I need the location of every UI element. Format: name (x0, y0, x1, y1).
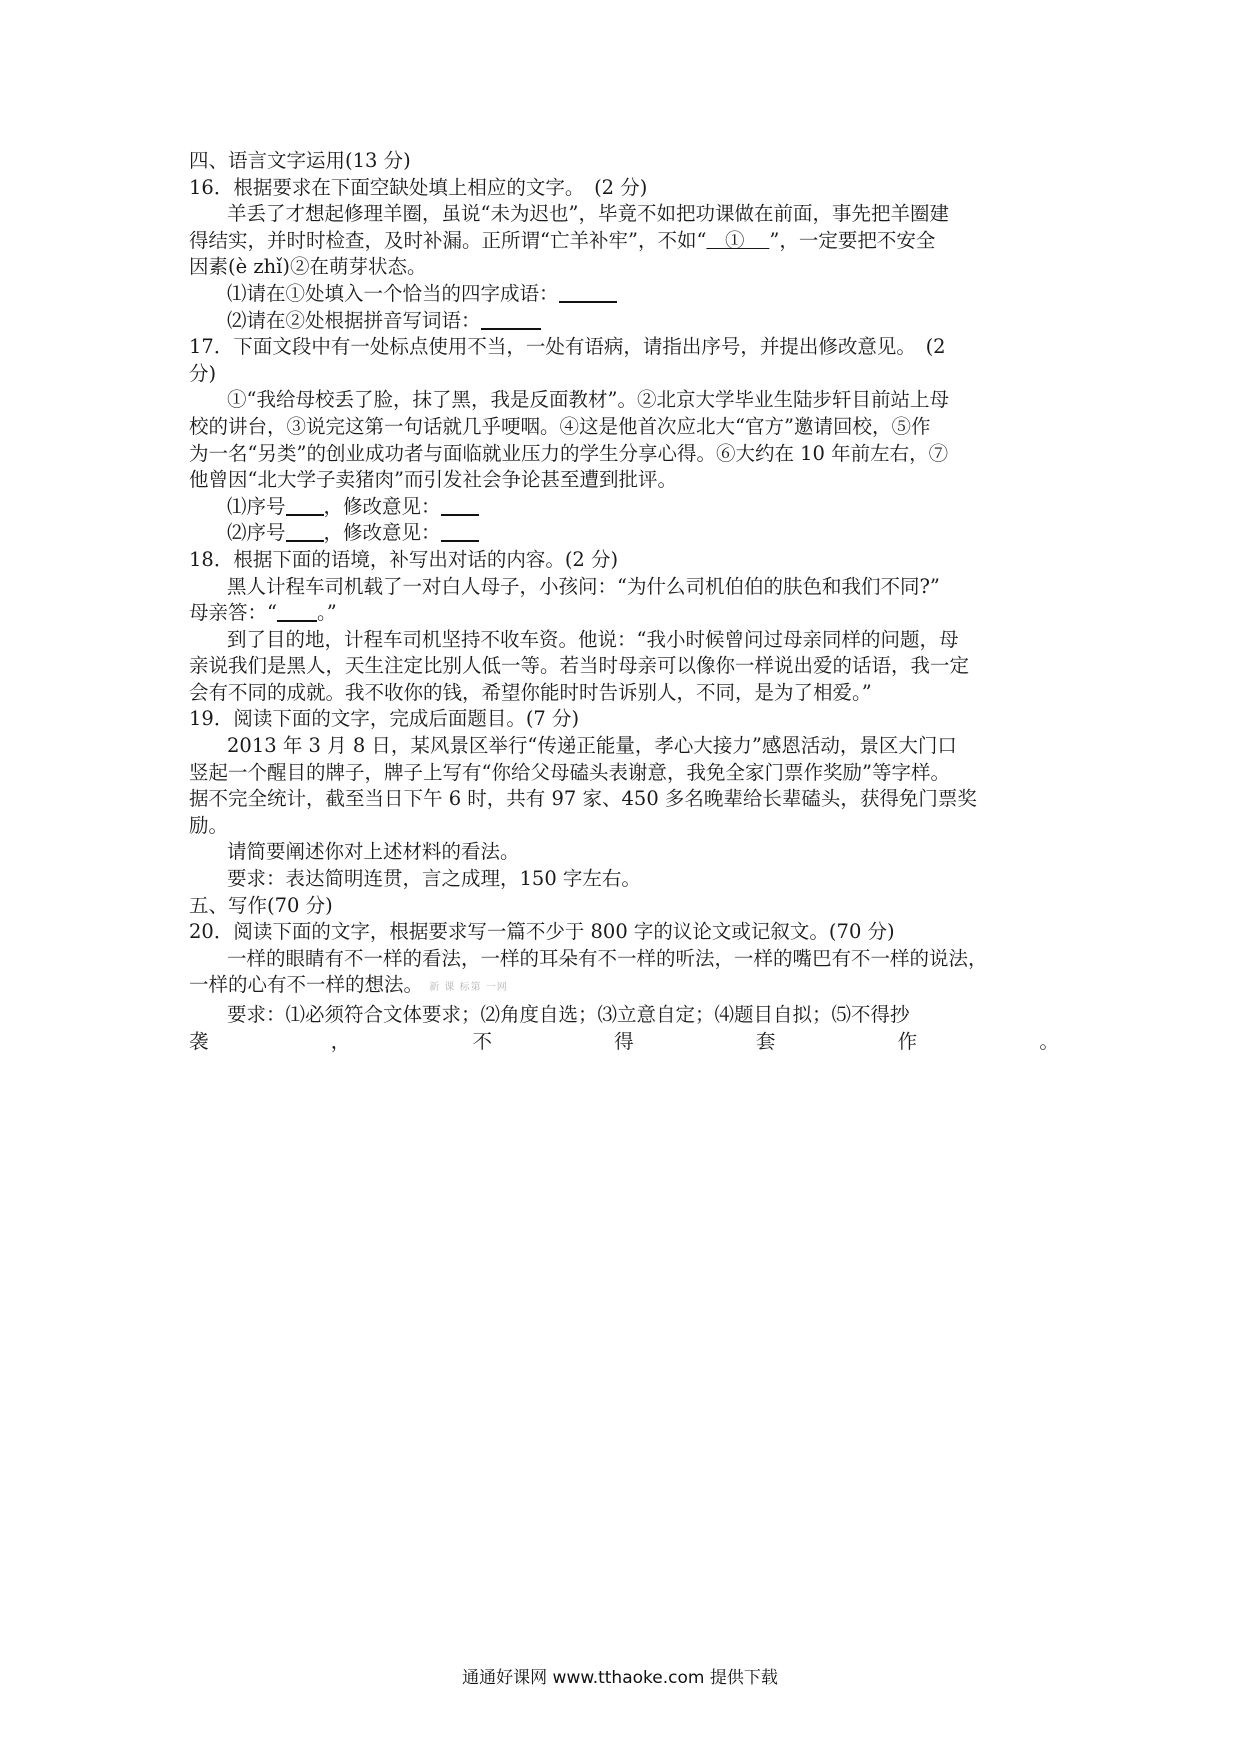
section-4-title: 四、语言文字运用(13 分) (189, 149, 411, 172)
q16-stem: 16．根据要求在下面空缺处填上相应的文字。 (2 分) (189, 175, 648, 199)
q20-requirement-line1: 要求：⑴必须符合文体要求；⑵角度自选；⑶立意自定；⑷题目自拟；⑸不得抄 (227, 1003, 910, 1026)
q16-answer-blank-2[interactable] (481, 308, 541, 330)
q16-para-line2: 得结实，并时时检查，及时补漏。正所谓“亡羊补牢”，不如“ ① ”，一定要把不安全 (189, 228, 936, 252)
q20-req-char: 不 (472, 1029, 492, 1053)
watermark-text: 新 课 标第 一网 (429, 982, 508, 994)
q20-requirement-line2 (189, 1029, 1059, 1056)
section-5-title: 五、写作(70 分) (189, 893, 333, 917)
q17-fix-blank-1[interactable] (441, 494, 479, 516)
q18-para-line4: 亲说我们是黑人，天生注定比别人低一等。若当时母亲可以像你一样说出爱的话语，我一定 (189, 654, 970, 678)
q19-stem: 19．阅读下面的文字，完成后面题目。(7 分) (189, 707, 580, 731)
q20-req-char: 作 (897, 1029, 918, 1053)
q20-req-char: 。 (1039, 1029, 1059, 1053)
q16-para-line1: 羊丢了才想起修理羊圈，虽说“未为迟也”，毕竟不如把功课做在前面，事先把羊圈建 (227, 202, 949, 226)
q17-stem-line2: 分) (189, 361, 217, 385)
q20-req-char: 得 (614, 1029, 634, 1053)
q17-seq-blank-2[interactable] (286, 520, 324, 542)
q16-sub2: ⑵请在②处根据拼音写词语： (189, 308, 1059, 335)
q17-para-line2: 校的讲台，③说完这第一句话就几乎哽咽。④这是他首次应北大“官方”邀请回校，⑤作 (189, 414, 931, 438)
q20-para-line2: 一样的心有不一样的想法。 新 课 标第 一网 (189, 973, 508, 997)
q17-para-line3: 为一名“另类”的创业成功者与面临就业压力的学生分享心得。⑥大约在 10 年前左右，⑦ (189, 441, 949, 465)
q19-para-line1: 2013 年 3 月 8 日，某风景区举行“传递正能量，孝心大接力”感恩活动，景区大门口 (227, 734, 957, 758)
q17-stem-line1: 17．下面文段中有一处标点使用不当，一处有语病，请指出序号，并提出修改意见。 (2 (189, 335, 946, 359)
q19-para-line4: 励。 (189, 813, 229, 837)
q18-stem: 18．根据下面的语境，补写出对话的内容。(2 分) (189, 547, 619, 571)
q18-answer-blank[interactable] (277, 600, 317, 622)
q17-para-line1: ①“我给母校丢了脸，抹了黑，我是反面教材”。②北京大学毕业生陆步轩目前站上母 (227, 388, 949, 412)
q20-para-line1: 一样的眼睛有不一样的看法，一样的耳朵有不一样的听法，一样的嘴巴有不一样的说法， (227, 946, 988, 970)
download-footer: 通通好课网 www.tthaoke.com 提供下载 (462, 1668, 778, 1688)
q20-req-char: 袭 (189, 1029, 209, 1053)
q18-para-line1: 黑人计程车司机载了一对白人母子，小孩问：“为什么司机伯伯的肤色和我们不同?” (227, 574, 940, 598)
q19-prompt: 请简要阐述你对上述材料的看法。 (227, 840, 520, 864)
q17-answer-1: ⑴序号 ，修改意见： (189, 494, 1059, 521)
q18-para-line3: 到了目的地，计程车司机坚持不收车资。他说：“我小时候曾问过母亲同样的问题，母 (227, 627, 959, 651)
q17-para-line4: 他曾因“北大学子卖猪肉”而引发社会争论甚至遭到批评。 (189, 468, 677, 492)
q17-answer-2: ⑵序号 ，修改意见： (189, 520, 1059, 547)
q16-blank-1: ① (725, 228, 745, 252)
q16-para-line3: 因素(è zhǐ)②在萌芽状态。 (189, 255, 427, 279)
q20-req-char: ， (330, 1029, 351, 1053)
q16-answer-blank-1[interactable] (559, 281, 617, 303)
exam-page (189, 148, 1059, 1055)
q17-fix-blank-2[interactable] (441, 520, 479, 542)
q20-stem: 20．阅读下面的文字，根据要求写一篇不少于 800 字的议论文或记叙文。(70 分) (189, 920, 895, 944)
q19-para-line3: 据不完全统计，截至当日下午 6 时，共有 97 家、450 多名晚辈给长辈磕头，获得免门票奖 (189, 787, 977, 811)
q18-para-line2: 母亲答：“ 。” (189, 601, 337, 625)
q18-para-line5: 会有不同的成就。我不收你的钱，希望你能时时告诉别人，不同，是为了相爱。” (189, 680, 872, 704)
q16-sub1: ⑴请在①处填入一个恰当的四字成语： (189, 281, 1059, 308)
q19-para-line2: 竖起一个醒目的牌子，牌子上写有“你给父母磕头表谢意，我免全家门票作奖励”等字样。 (189, 760, 950, 784)
q17-seq-blank-1[interactable] (286, 494, 324, 516)
q19-requirement: 要求：表达简明连贯，言之成理，150 字左右。 (227, 867, 641, 891)
q20-req-char: 套 (755, 1029, 776, 1053)
